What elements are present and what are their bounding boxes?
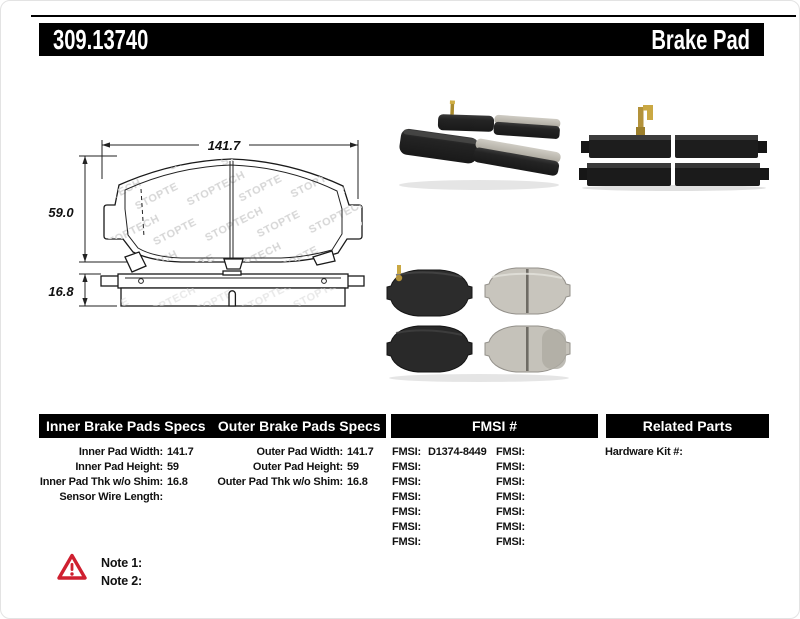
spec-row: Outer Pad Height: 59: [252, 461, 359, 473]
dim-thickness-label: 16.8: [48, 284, 74, 299]
fmsi-column-2: [496, 445, 532, 550]
spec-row: Inner Pad Width: 141.7: [78, 446, 194, 458]
fmsi-row: FMSI:: [392, 536, 421, 548]
specs-header-bar: [39, 414, 386, 438]
part-number: 309.13740: [53, 23, 149, 55]
fmsi-row: FMSI:: [392, 461, 421, 473]
photo-pads-grid: [384, 259, 574, 383]
outer-specs-column: [211, 445, 374, 490]
related-parts-header-bar: [606, 414, 769, 438]
spec-row: Sensor Wire Length:: [59, 491, 163, 503]
photo-pads-edge: [579, 97, 769, 191]
wear-sensor-pin: [450, 102, 454, 114]
spec-row: Outer Pad Thk w/o Shim: 16.8: [217, 476, 368, 488]
pad-front-bottom: [485, 326, 570, 372]
pad-side-view: [101, 271, 364, 306]
outer-specs-header: Outer Brake Pads Specs: [217, 418, 381, 434]
pad-top: [438, 100, 495, 132]
title-bar: [39, 23, 764, 56]
fmsi-row: FMSI:: [496, 506, 525, 518]
pad-row-lower: [579, 163, 769, 186]
inner-specs-column: [31, 445, 194, 505]
note-1: Note 1:: [101, 556, 142, 570]
pad-back-bottom: [387, 326, 472, 372]
fmsi-row: FMSI:: [392, 506, 421, 518]
fmsi-row: FMSI:: [392, 491, 421, 503]
pad-front-top: [485, 268, 570, 314]
fmsi-header-bar: [391, 414, 598, 438]
fmsi-header: FMSI #: [471, 418, 518, 434]
fmsi-row: FMSI:: [496, 491, 525, 503]
fmsi-row: FMSI:: [496, 461, 525, 473]
pad-row-upper: [581, 135, 767, 158]
related-part-row: Hardware Kit #:: [605, 446, 683, 458]
fmsi-row: FMSI:: [392, 476, 421, 488]
pad-front-view: [104, 159, 362, 272]
spec-row: Inner Pad Thk w/o Shim: 16.8: [39, 476, 188, 488]
pad-left: [398, 128, 479, 165]
fmsi-row: FMSI:: [496, 446, 525, 458]
top-rule: [31, 15, 796, 17]
spec-row: Outer Pad Width: 141.7: [256, 446, 374, 458]
related-parts-header: Related Parts: [642, 418, 733, 434]
pad-bottom: [473, 138, 562, 177]
fmsi-row: FMSI: D1374-8449: [392, 446, 487, 458]
fmsi-row: FMSI:: [392, 521, 421, 533]
dim-width-label: 141.7: [207, 138, 241, 153]
dim-height-label: 59.0: [48, 205, 74, 220]
warning-icon: [57, 553, 87, 581]
photo-pads-angled: [394, 93, 566, 193]
fmsi-row: FMSI:: [496, 536, 525, 548]
notes-section: [57, 553, 142, 590]
wear-sensor-clip: [636, 105, 653, 135]
fmsi-row: FMSI:: [496, 476, 525, 488]
spec-row: Inner Pad Height: 59: [75, 461, 179, 473]
pad-back-top: [387, 265, 472, 316]
related-parts-column: [605, 445, 690, 460]
pad-right: [493, 115, 560, 140]
product-type: Brake Pad: [651, 23, 750, 55]
fmsi-column-1: [392, 445, 487, 550]
note-2: Note 2:: [101, 574, 142, 588]
fmsi-row: FMSI:: [496, 521, 525, 533]
inner-specs-header: Inner Brake Pads Specs: [45, 418, 206, 434]
bottom-tab-center: [224, 259, 243, 269]
sensor-rivet: [396, 275, 402, 281]
technical-drawing: [41, 131, 386, 346]
